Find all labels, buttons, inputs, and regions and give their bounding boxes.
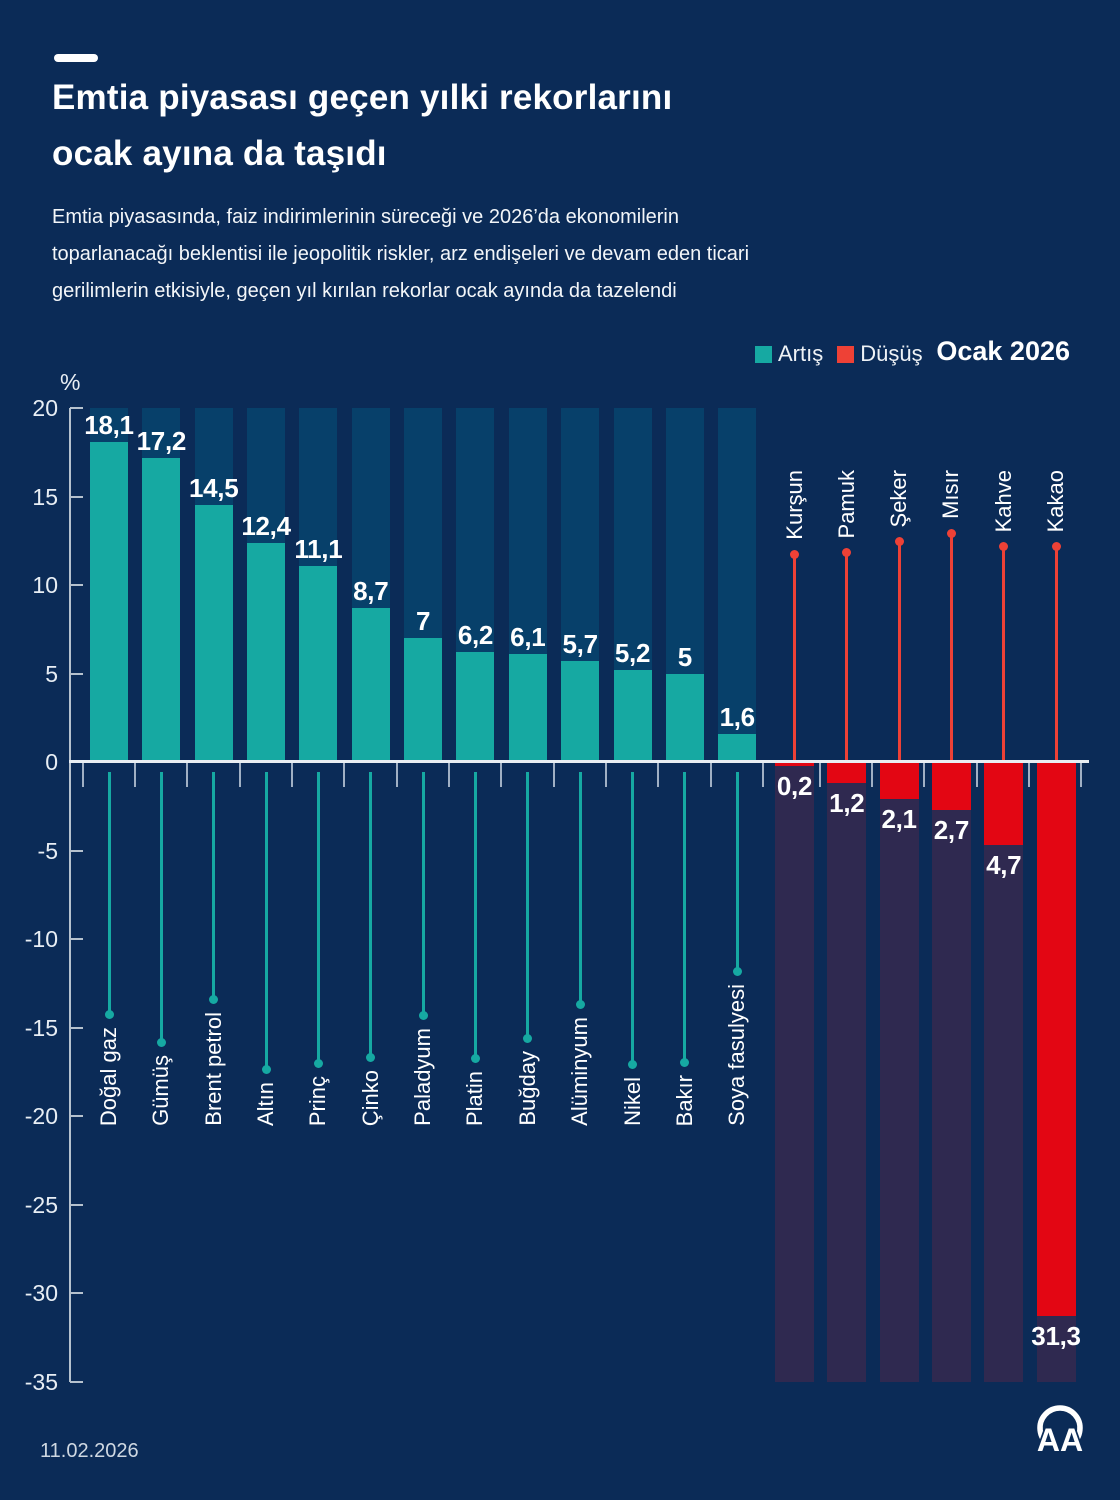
leader-line-up: [317, 772, 320, 1063]
value-label-up: 5: [677, 641, 692, 672]
value-label-down: 2,7: [933, 814, 970, 845]
leader-line-down: [950, 533, 953, 760]
page-title-line1: Emtia piyasası geçen yılki rekorlarını: [52, 78, 673, 117]
leader-dot-up: [628, 1060, 637, 1069]
category-label-up: Buğday: [514, 1051, 540, 1126]
value-label-down: 0,2: [776, 770, 813, 801]
bar-down: [1037, 762, 1076, 1316]
leader-line-up: [108, 772, 111, 1014]
category-label-up: Nikel: [619, 1077, 645, 1126]
y-tick-label: 20: [32, 395, 58, 421]
y-axis-line: [69, 408, 71, 1382]
page-title-line2: ocak ayına da taşıdı: [52, 134, 387, 173]
baseline-tick: [239, 762, 241, 787]
legend-decrease-label: Düşüş: [860, 341, 923, 366]
y-axis-tick: [70, 1115, 83, 1117]
baseline-tick: [448, 762, 450, 787]
baseline-tick: [134, 762, 136, 787]
y-tick-label: 0: [45, 749, 58, 775]
leader-dot-up: [105, 1010, 114, 1019]
leader-line-up: [631, 772, 634, 1064]
value-label-down: 1,2: [829, 788, 865, 819]
category-label-down: Kurşun: [781, 470, 807, 540]
baseline-tick: [605, 762, 607, 787]
y-axis-tick: [70, 584, 83, 586]
y-tick-label: 5: [45, 660, 58, 687]
bar-track-down: [827, 762, 866, 1382]
value-label-up: 1,6: [719, 701, 755, 732]
baseline-tick: [500, 762, 502, 787]
value-label-up: 11,1: [294, 533, 343, 564]
baseline-tick: [343, 762, 345, 787]
bar-up: [404, 638, 442, 762]
category-label-up: Brent petrol: [200, 1012, 226, 1126]
bar-up: [561, 661, 599, 762]
svg-text:AA: AA: [1036, 1422, 1084, 1458]
bar-up: [718, 734, 756, 762]
bar-up: [247, 543, 285, 762]
y-tick-label: 15: [32, 483, 58, 510]
leader-line-up: [474, 772, 477, 1058]
category-label-up: Soya fasulyesi: [724, 984, 750, 1126]
value-label-up: 12,4: [241, 510, 291, 541]
value-label-up: 6,2: [457, 620, 494, 651]
leader-dot-up: [262, 1065, 271, 1074]
bar-track-down: [775, 762, 814, 1382]
category-label-up: Platin: [462, 1071, 488, 1127]
baseline-tick: [923, 762, 925, 787]
baseline-tick: [1080, 762, 1082, 787]
leader-line-down: [1002, 546, 1005, 760]
leader-dot-up: [471, 1054, 480, 1063]
value-label-up: 6,1: [510, 622, 546, 653]
leader-line-up: [212, 772, 215, 999]
leader-dot-up: [680, 1058, 689, 1067]
leader-line-up: [369, 772, 372, 1057]
value-label-up: 5,7: [562, 629, 598, 660]
y-tick-label: -25: [24, 1191, 58, 1218]
leader-line-up: [683, 772, 686, 1062]
baseline-tick: [186, 762, 188, 787]
bar-track-down: [880, 762, 919, 1382]
leader-line-down: [1055, 546, 1058, 760]
y-tick-label: -10: [24, 926, 58, 952]
y-axis-tick: [70, 673, 83, 675]
baseline-tick: [1028, 762, 1030, 787]
y-axis-tick: [70, 1292, 83, 1294]
y-axis-tick: [70, 1381, 83, 1383]
leader-line-down: [898, 541, 901, 760]
value-label-down: 2,1: [881, 804, 917, 835]
period-label: Ocak 2026: [936, 336, 1070, 366]
leader-line-up: [422, 772, 425, 1015]
value-label-up: 17,2: [136, 425, 187, 456]
bar-down: [932, 762, 971, 810]
bar-up: [614, 670, 652, 762]
value-label-up: 14,5: [188, 473, 239, 504]
value-label-down: 4,7: [986, 850, 1022, 881]
leader-dot-up: [419, 1011, 428, 1020]
y-tick-label: -5: [37, 837, 58, 864]
baseline-tick: [553, 762, 555, 787]
baseline-tick: [819, 762, 821, 787]
category-label-up: Alüminyum: [567, 1017, 593, 1126]
baseline-tick: [762, 762, 764, 787]
y-axis-tick: [70, 850, 83, 852]
baseline-tick: [976, 762, 978, 787]
bar-up: [195, 505, 233, 762]
category-label-up: Gümüş: [148, 1055, 174, 1126]
leader-dot-up: [576, 1000, 585, 1009]
y-tick-label: 10: [32, 572, 58, 598]
y-axis-tick: [70, 938, 83, 940]
leader-line-up: [526, 772, 529, 1038]
category-label-up: Prinç: [305, 1076, 331, 1127]
value-label-up: 8,7: [353, 576, 389, 606]
bar-up: [456, 652, 494, 762]
bar-up: [90, 442, 128, 762]
category-label-down: Pamuk: [833, 470, 859, 539]
aa-logo: [1030, 1404, 1090, 1463]
subtitle-line1: Emtia piyasasında, faiz indirimlerinin süreceği ve 2026’da ekonomilerin: [52, 206, 679, 228]
category-label-down: Kahve: [990, 470, 1016, 533]
bar-up: [509, 654, 547, 762]
baseline-tick: [396, 762, 398, 787]
y-axis-tick: [70, 407, 83, 409]
leader-line-up: [736, 772, 739, 971]
legend-increase-label: Artış: [778, 341, 824, 366]
y-tick-label: -35: [24, 1368, 58, 1395]
value-label-down: 31,3: [1031, 1321, 1081, 1351]
category-label-down: Kakao: [1043, 470, 1068, 533]
baseline-tick: [871, 762, 873, 787]
y-axis-tick: [70, 496, 83, 498]
y-axis-unit-label: %: [60, 369, 81, 395]
publish-date: 11.02.2026: [40, 1440, 139, 1462]
subtitle-line2: toparlanacağı beklentisi ile jeopolitik riskler, arz endişeleri ve devam eden ticari: [52, 243, 750, 265]
category-label-up: Altın: [253, 1082, 279, 1127]
category-label-up: Çinko: [357, 1070, 383, 1127]
y-tick-label: -20: [24, 1103, 58, 1129]
leader-dot-up: [314, 1059, 323, 1068]
category-label-up: Bakır: [671, 1075, 697, 1127]
leader-line-down: [845, 552, 848, 760]
bar-down: [984, 762, 1023, 845]
subtitle-line3: gerilimlerin etkisiyle, geçen yıl kırılan rekorlar ocak ayında da tazelendi: [52, 280, 677, 302]
baseline-tick: [657, 762, 659, 787]
bar-down: [880, 762, 919, 799]
leader-line-down: [793, 554, 796, 760]
leader-dot-up: [209, 995, 218, 1004]
leader-dot-up: [733, 967, 742, 976]
leader-line-up: [579, 772, 582, 1004]
category-label-up: Paladyum: [410, 1028, 436, 1126]
bar-up: [142, 458, 180, 762]
y-axis-tick: [70, 1027, 83, 1029]
value-label-up: 7: [416, 606, 431, 637]
y-tick-label: -15: [24, 1014, 58, 1041]
bar-down: [827, 762, 866, 783]
y-tick-label: -30: [24, 1280, 58, 1306]
leader-line-up: [265, 772, 268, 1069]
value-label-up: 5,2: [614, 637, 651, 668]
leader-dot-up: [523, 1034, 532, 1043]
value-label-up: 18,1: [84, 409, 134, 440]
baseline-tick: [710, 762, 712, 787]
leader-dot-up: [157, 1038, 166, 1047]
baseline-tick: [291, 762, 293, 787]
baseline-tick: [82, 762, 84, 787]
category-label-down: Şeker: [886, 470, 912, 528]
zero-line: [69, 760, 1089, 763]
leader-line-up: [160, 772, 163, 1042]
category-label-up: Doğal gaz: [96, 1027, 121, 1127]
category-label-down: Mısır: [938, 470, 964, 519]
y-axis-tick: [70, 1204, 83, 1206]
leader-dot-up: [366, 1053, 375, 1062]
